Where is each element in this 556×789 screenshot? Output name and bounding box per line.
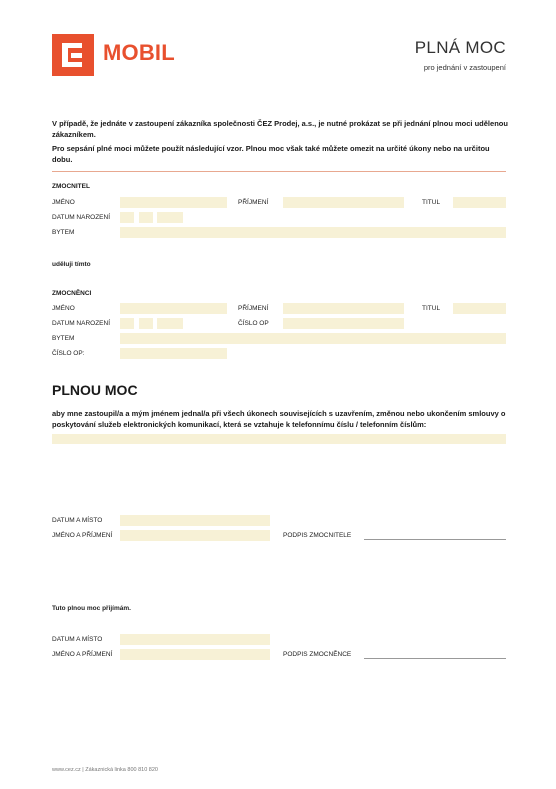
- zmocnenec-prijmeni-field[interactable]: [283, 303, 404, 314]
- sig1-datum-field[interactable]: [120, 515, 270, 526]
- section-divider: [52, 171, 506, 172]
- intro-paragraph-1: V případě, že jednáte v zastoupení zákazníka společnosti ČEZ Prodej, a.s., je nutné prokázat se při jednání plnou moci udělenou zákazníkem.: [52, 119, 508, 139]
- zmocnenec-datum-label: DATUM NAROZENÍ: [52, 320, 111, 327]
- telefonni-cislo-field[interactable]: [52, 434, 506, 444]
- zmocnitel-datum-rok-field[interactable]: [157, 212, 183, 223]
- zmocnitel-datum-mesic-field[interactable]: [139, 212, 153, 223]
- zmocnitel-bytem-label: BYTEM: [52, 229, 75, 236]
- zmocnenec-cislo-op-label: ČÍSLO OP: [238, 320, 269, 327]
- sig1-signature-line[interactable]: [364, 539, 506, 540]
- zmocnenec-bytem-label: BYTEM: [52, 335, 75, 342]
- zmocnenec-datum-rok-field[interactable]: [157, 318, 183, 329]
- sig1-datum-label: DATUM A MÍSTO: [52, 517, 103, 524]
- zmocnitel-bytem-field[interactable]: [120, 227, 506, 238]
- zmocnenec-cislo-op-field[interactable]: [283, 318, 404, 329]
- sig2-datum-field[interactable]: [120, 634, 270, 645]
- zmocnenec-bytem-field[interactable]: [120, 333, 506, 344]
- sig2-podpis-label: PODPIS ZMOCNĚNCE: [283, 651, 352, 658]
- zmocnenec-jmeno-field[interactable]: [120, 303, 227, 314]
- sig1-podpis-label: PODPIS ZMOCNITELE: [283, 532, 352, 539]
- sig1-jmeno-field[interactable]: [120, 530, 270, 541]
- zmocnenci-heading: ZMOCNĚNCI: [52, 290, 92, 297]
- prijimam-text: Tuto plnou moc přijímám.: [52, 605, 131, 612]
- zmocnitel-prijmeni-label: PŘÍJMENÍ: [238, 199, 269, 206]
- intro-paragraph-2: Pro sepsání plné moci můžete použít následující vzor. Plnou moc však také můžete omezit na určité úkony nebo na určitou dobu.: [52, 144, 490, 164]
- zmocnitel-heading: ZMOCNITEL: [52, 183, 90, 190]
- zmocnitel-datum-den-field[interactable]: [120, 212, 134, 223]
- sig2-jmeno-label: JMÉNO A PŘÍJMENÍ: [52, 651, 113, 658]
- document-title: PLNÁ MOC: [414, 38, 506, 57]
- sig2-jmeno-field[interactable]: [120, 649, 270, 660]
- document-subtitle: pro jednání v zastoupení: [423, 63, 506, 72]
- zmocnenec-titul-field[interactable]: [453, 303, 506, 314]
- udeluji-text: uděluji tímto: [52, 261, 91, 268]
- sig2-datum-label: DATUM A MÍSTO: [52, 636, 103, 643]
- zmocnitel-datum-label: DATUM NAROZENÍ: [52, 214, 111, 221]
- zmocnenec-titul-label: TITUL: [422, 305, 441, 312]
- plnou-moc-heading: PLNOU MOC: [52, 382, 138, 398]
- brand-name: MOBIL: [103, 40, 175, 65]
- plnou-moc-text: aby mne zastoupil/a a mým jménem jednal/a při všech úkonech souvisejících s uzavřením, změnou nebo ukončením smlouvy o poskytování služeb elektronických komunikací, která se vztahuje k telefonnímu číslu / telefonním číslům:: [52, 409, 506, 429]
- zmocnitel-jmeno-field[interactable]: [120, 197, 227, 208]
- zmocnenec-cislo-op2-field[interactable]: [120, 348, 227, 359]
- zmocnitel-titul-label: TITUL: [422, 199, 441, 206]
- zmocnenec-cislo-op2-label: ČÍSLO OP:: [52, 350, 85, 357]
- zmocnitel-jmeno-label: JMÉNO: [52, 199, 75, 206]
- sig2-signature-line[interactable]: [364, 658, 506, 659]
- zmocnenec-prijmeni-label: PŘÍJMENÍ: [238, 305, 269, 312]
- zmocnenec-datum-mesic-field[interactable]: [139, 318, 153, 329]
- zmocnitel-titul-field[interactable]: [453, 197, 506, 208]
- cez-logo-icon: [52, 34, 94, 76]
- zmocnitel-prijmeni-field[interactable]: [283, 197, 404, 208]
- sig1-jmeno-label: JMÉNO A PŘÍJMENÍ: [52, 532, 113, 539]
- zmocnenec-datum-den-field[interactable]: [120, 318, 134, 329]
- footer-text: www.cez.cz | Zákaznická linka 800 810 820: [52, 767, 158, 773]
- zmocnenec-jmeno-label: JMÉNO: [52, 305, 75, 312]
